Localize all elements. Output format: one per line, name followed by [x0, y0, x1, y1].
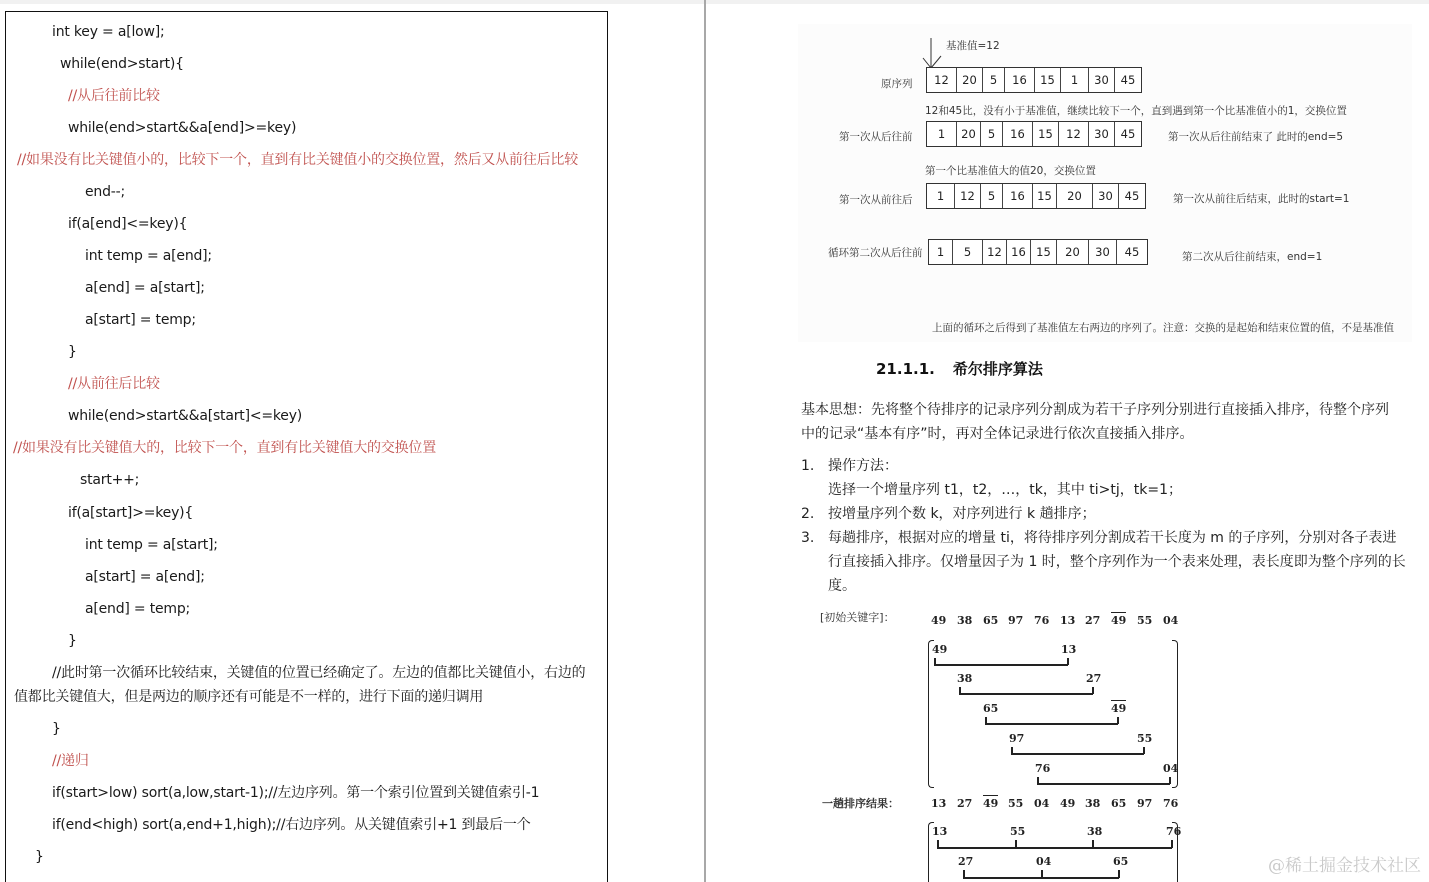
array-cell: 45 [1124, 189, 1140, 203]
code-line: //此时第一次循环比较结束，关键值的位置已经确定了。左边的值都比关键值小，右边的 [52, 665, 586, 681]
key-number: 38 [1087, 825, 1103, 838]
code-line: while(end>start&&a[start]<=key) [68, 408, 303, 424]
connector [1037, 783, 1170, 785]
array-cell: 1 [927, 122, 957, 146]
array-cell: 45 [1120, 127, 1136, 141]
code-block [5, 11, 608, 882]
connector [985, 723, 1118, 725]
code-line: if(end<high) sort(a,end+1,high);//右边序列。从关键值索引+1 到最后一个 [52, 817, 531, 833]
pivot-label: 基准值=12 [946, 40, 1000, 52]
key-number: 55 [1137, 732, 1153, 745]
code-line: a[start] = temp; [85, 312, 196, 328]
section-number: 21.1.1. [876, 360, 935, 378]
code-line: } [68, 633, 77, 649]
array-row [926, 67, 1142, 93]
section-heading [876, 358, 1043, 379]
key-number: 13 [1061, 643, 1077, 656]
code-comment-line: //如果没有比关键值大的，比较下一个，直到有比关键值大的交换位置 [13, 440, 437, 456]
row-label: 第一次从前往后 [839, 194, 913, 206]
code-line: a[end] = a[start]; [85, 280, 205, 296]
code-line: a[start] = a[end]; [85, 569, 205, 585]
array-cell: 45 [1124, 245, 1140, 259]
caption: 第一个比基准值大的值20，交换位置 [925, 165, 1096, 177]
intro-paragraph-line: 基本思想：先将整个待排序的记录序列分割成为若干子序列分别进行直接插入排序，待整个序列 [801, 402, 1389, 418]
array-cell: 12 [955, 184, 981, 208]
key-number: 04 [1034, 797, 1050, 810]
code-line: } [52, 721, 61, 737]
key-number: 04 [1163, 762, 1179, 775]
connector [934, 664, 1068, 666]
key-number: 55 [1008, 797, 1024, 810]
list-number: 3. [801, 530, 815, 546]
row-note: 第一次从前往后结束，此时的start=1 [1173, 193, 1350, 205]
key-number: 27 [1085, 614, 1101, 627]
right-page [706, 0, 1429, 882]
list-item-text: 行直接插入排序。仅增量因子为 1 时，整个序列作为一个表来处理，表长度即为整个序列的长 [828, 554, 1406, 570]
code-line: } [68, 344, 77, 360]
key-number: 49 [932, 643, 948, 656]
code-line: end--; [85, 184, 125, 200]
code-line: int key = a[low]; [52, 24, 165, 40]
array-cell: 15 [1035, 68, 1061, 92]
connector [963, 877, 1119, 879]
row-label: 循环第二次从后往前 [828, 247, 923, 259]
code-line: int temp = a[end]; [85, 248, 212, 264]
array-cell: 16 [1005, 68, 1035, 92]
array-cell: 12 [1059, 122, 1089, 146]
array-cell: 20 [957, 68, 983, 92]
array-cell: 15 [1031, 240, 1057, 264]
array-cell: 1 [1061, 68, 1089, 92]
key-number: 97 [1008, 614, 1024, 627]
code-line: if(a[start]>=key){ [68, 505, 194, 521]
key-number: 76 [1166, 825, 1182, 838]
array-cell: 20 [1057, 184, 1093, 208]
intro-paragraph-line: 中的记录“基本有序”时，再对全体记录进行依次直接插入排序。 [801, 426, 1194, 442]
code-line: if(start>low) sort(a,low,start-1);//左边序列。第一个索引位置到关键值索引-1 [52, 785, 540, 801]
key-number: 65 [983, 702, 999, 715]
key-number: 49 [983, 797, 999, 810]
code-comment-line: //如果没有比关键值小的，比较下一个，直到有比关键值小的交换位置，然后又从前往后比较 [17, 152, 579, 168]
key-number: 38 [957, 672, 973, 685]
array-cell: 1 [929, 240, 953, 264]
code-line: if(a[end]<=key){ [68, 216, 188, 232]
array-cell: 16 [1003, 184, 1033, 208]
key-number: 55 [1010, 825, 1026, 838]
key-number: 38 [957, 614, 973, 627]
list-number: 1. [801, 458, 815, 474]
array-cell: 20 [957, 122, 981, 146]
key-number: 97 [1009, 732, 1025, 745]
row-note: 第一次从后往前结束了 此时的end=5 [1168, 131, 1344, 143]
caption: 12和45比，没有小于基准值，继续比较下一个，直到遇到第一个比基准值小的1，交换位置 [925, 105, 1347, 117]
key-number: 49 [931, 614, 947, 627]
connector [937, 847, 1172, 849]
key-number: 27 [1086, 672, 1102, 685]
code-line: while(end>start&&a[end]>=key) [68, 120, 297, 136]
row-label: 原序列 [881, 78, 913, 90]
array-row [926, 121, 1142, 147]
array-row [926, 183, 1146, 209]
quick-sort-diagram [798, 24, 1412, 342]
key-number: 13 [931, 797, 947, 810]
key-number: 65 [983, 614, 999, 627]
array-cell: 5 [983, 68, 1005, 92]
array-cell: 16 [1007, 240, 1031, 264]
key-number: 49 [1060, 797, 1076, 810]
key-number: 13 [1060, 614, 1076, 627]
list-item-text: 按增量序列个数 k，对序列进行 k 趟排序； [828, 506, 1096, 522]
code-line: 值都比关键值大，但是两边的顺序还有可能是不一样的，进行下面的递归调用 [14, 689, 484, 705]
array-cell: 30 [1089, 68, 1115, 92]
array-cell: 5 [981, 184, 1003, 208]
key-number: 55 [1137, 614, 1153, 627]
code-line: a[end] = temp; [85, 601, 191, 617]
code-line: start++; [80, 472, 140, 488]
diagram-footer-note: 上面的循环之后得到了基准值左右两边的序列了。注意：交换的是起始和结束位置的值，不是基准值 [932, 322, 1394, 334]
key-number: 49 [1111, 614, 1127, 627]
array-cell: 30 [1089, 240, 1117, 264]
key-number: 76 [1163, 797, 1179, 810]
watermark: @稀土掘金技术社区 [1268, 856, 1421, 876]
key-number: 38 [1085, 797, 1101, 810]
array-cell: 12 [983, 240, 1007, 264]
array-cell: 15 [1033, 184, 1057, 208]
code-line: } [35, 849, 44, 865]
row-note: 第二次从后往前结束，end=1 [1182, 251, 1323, 263]
key-number: 04 [1163, 614, 1179, 627]
key-number: 97 [1137, 797, 1153, 810]
connector [959, 693, 1093, 695]
code-comment-line: //从后往前比较 [68, 88, 160, 104]
key-number: 76 [1034, 614, 1050, 627]
array-cell: 5 [981, 122, 1003, 146]
array-row [928, 239, 1148, 265]
array-cell: 30 [1089, 122, 1115, 146]
key-number: 04 [1036, 855, 1052, 868]
key-number: 76 [1035, 762, 1051, 775]
list-item-text: 选择一个增量序列 t1，t2，…，tk，其中 ti>tj，tk=1； [828, 482, 1183, 498]
array-cell: 16 [1003, 122, 1033, 146]
key-number: 27 [957, 797, 973, 810]
array-cell: 15 [1033, 122, 1059, 146]
row-label: 第一次从后往前 [839, 131, 913, 143]
code-comment-line: //从前往后比较 [68, 376, 160, 392]
array-cell: 5 [953, 240, 983, 264]
initial-keys-label: [初始关键字]： [820, 611, 895, 624]
key-number: 65 [1111, 797, 1127, 810]
code-comment-line: //递归 [52, 753, 89, 769]
list-number: 2. [801, 506, 815, 522]
array-cell: 12 [927, 68, 957, 92]
key-number: 27 [958, 855, 974, 868]
pass1-result-label: 一趟排序结果： [822, 797, 899, 810]
list-item-text: 每趟排序，根据对应的增量 ti，将待排序列分割成若干长度为 m 的子序列，分别对各子表进 [828, 530, 1397, 546]
list-item-text: 度。 [828, 578, 856, 594]
array-cell: 20 [1057, 240, 1089, 264]
key-number: 49 [1111, 702, 1127, 715]
code-line: while(end>start){ [60, 56, 184, 72]
array-cell: 30 [1093, 184, 1119, 208]
list-item-text: 操作方法： [828, 458, 898, 474]
section-title: 希尔排序算法 [952, 360, 1043, 378]
key-number: 65 [1113, 855, 1129, 868]
array-cell: 1 [927, 184, 955, 208]
code-line: int temp = a[start]; [85, 537, 218, 553]
connector [1011, 753, 1144, 755]
key-number: 13 [932, 825, 948, 838]
array-cell: 45 [1120, 73, 1136, 87]
